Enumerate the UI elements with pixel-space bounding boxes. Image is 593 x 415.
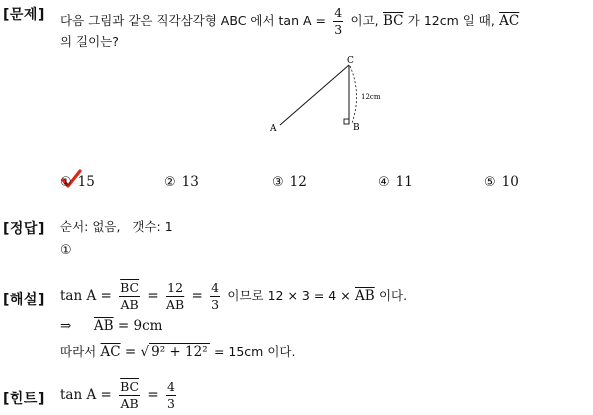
choice-value: 11 <box>395 174 413 190</box>
three-denominator: 3 <box>167 396 175 411</box>
answer-line-1: 순서: 없음, 갯수: 1 <box>60 219 173 234</box>
question-label: [문제] <box>3 7 45 23</box>
bc-over-ab <box>119 281 140 312</box>
bc-numerator: $\overline{BC}$ <box>120 379 140 394</box>
ab-result: = 9cm <box>117 318 163 334</box>
four-numerator: 4 <box>211 280 220 295</box>
implies-arrow: ⇒ <box>60 318 72 334</box>
question-text-a: 다음 그림과 같은 직각삼각형 ABC 에서 tan A = <box>60 13 326 28</box>
twelve-over-ab <box>166 281 184 312</box>
answer-label: [정답] <box>3 221 45 237</box>
choice-number: ⑤ <box>484 175 496 190</box>
question-text-c: 가 12cm 일 때, <box>407 13 495 28</box>
explanation-label: [해설] <box>3 292 45 308</box>
four-thirds <box>210 281 220 312</box>
tan-a-text: tan A = <box>60 387 112 403</box>
therefore-text: 따라서 <box>60 344 97 359</box>
bc-over-ab <box>119 380 140 411</box>
ab-denominator: AB <box>120 297 139 312</box>
segment-bc: $\overline{BC}$ <box>382 13 404 29</box>
sqrt-radicand: 9² + 12² <box>151 344 208 360</box>
answer-line-2: ① <box>60 243 72 258</box>
question-line-1 <box>60 6 519 37</box>
vertex-c-label: C <box>347 56 354 66</box>
tan-a-text: tan A = <box>60 288 112 304</box>
side-length-label: 12cm <box>361 93 381 101</box>
choice-number: ① <box>60 175 72 190</box>
tan-fraction <box>333 6 343 37</box>
explanation-line-2 <box>60 318 162 334</box>
bc-numerator: $\overline{BC}$ <box>120 280 140 295</box>
question-line-2: 의 길이는? <box>60 34 119 49</box>
choice-3[interactable] <box>272 174 307 190</box>
segment-ac: $\overline{AC}$ <box>499 13 520 29</box>
four-thirds <box>166 380 176 411</box>
length-arc <box>350 66 357 123</box>
four-numerator: 4 <box>167 379 175 394</box>
explanation-text-b: 이므로 12 × 3 = 4 × <box>227 288 351 303</box>
choice-number: ④ <box>378 175 390 190</box>
choice-number: ② <box>164 175 176 190</box>
tan-denominator: 3 <box>334 22 343 37</box>
choice-2[interactable] <box>164 174 199 190</box>
ab-denominator: AB <box>120 396 139 411</box>
choice-value: 12 <box>289 174 307 190</box>
sqrt-symbol: √ <box>140 344 150 360</box>
choice-value: 13 <box>181 174 199 190</box>
explanation-line-1: tan A = $\frac{\overline{BC}}{AB}$ = $\frac{12}{AB}$ = $\frac{4}{3}$ 이므로 $12 \times 3 = 4 \times \overline{AB}$ 이다. <box>60 280 408 312</box>
segment-ab: $\overline{AB}$ <box>354 288 375 304</box>
choice-number: ③ <box>272 175 284 190</box>
triangle-figure <box>262 52 392 137</box>
choice-value: 10 <box>501 174 519 190</box>
explanation-line-3 <box>60 344 295 360</box>
segment-ab: $\overline{AB}$ <box>93 318 114 334</box>
vertex-a-label: A <box>270 124 277 134</box>
choice-5[interactable] <box>484 174 519 190</box>
hint-label: [힌트] <box>3 391 45 407</box>
hint-line-1: tan A = $\frac{\overline{BC}}{AB}$ = $\frac{4}{3}$ <box>60 379 175 411</box>
question-text-b: 이고, <box>350 13 379 28</box>
right-angle-mark <box>344 119 349 124</box>
twelve-numerator: 12 <box>167 280 184 295</box>
three-denominator: 3 <box>211 297 220 312</box>
tan-numerator: 4 <box>334 5 343 20</box>
segment-ac: $\overline{AC}$ <box>100 344 121 360</box>
choice-value: 15 <box>77 174 95 190</box>
side-ac <box>280 65 349 125</box>
ab-denominator: AB <box>166 297 185 312</box>
choice-4[interactable] <box>378 174 413 190</box>
choice-1[interactable] <box>60 174 95 190</box>
equals-sign: = <box>124 344 137 360</box>
vertex-b-label: B <box>353 123 360 133</box>
explanation-text-c: 이다. <box>378 288 408 303</box>
result-text: = 15cm 이다. <box>213 344 296 359</box>
